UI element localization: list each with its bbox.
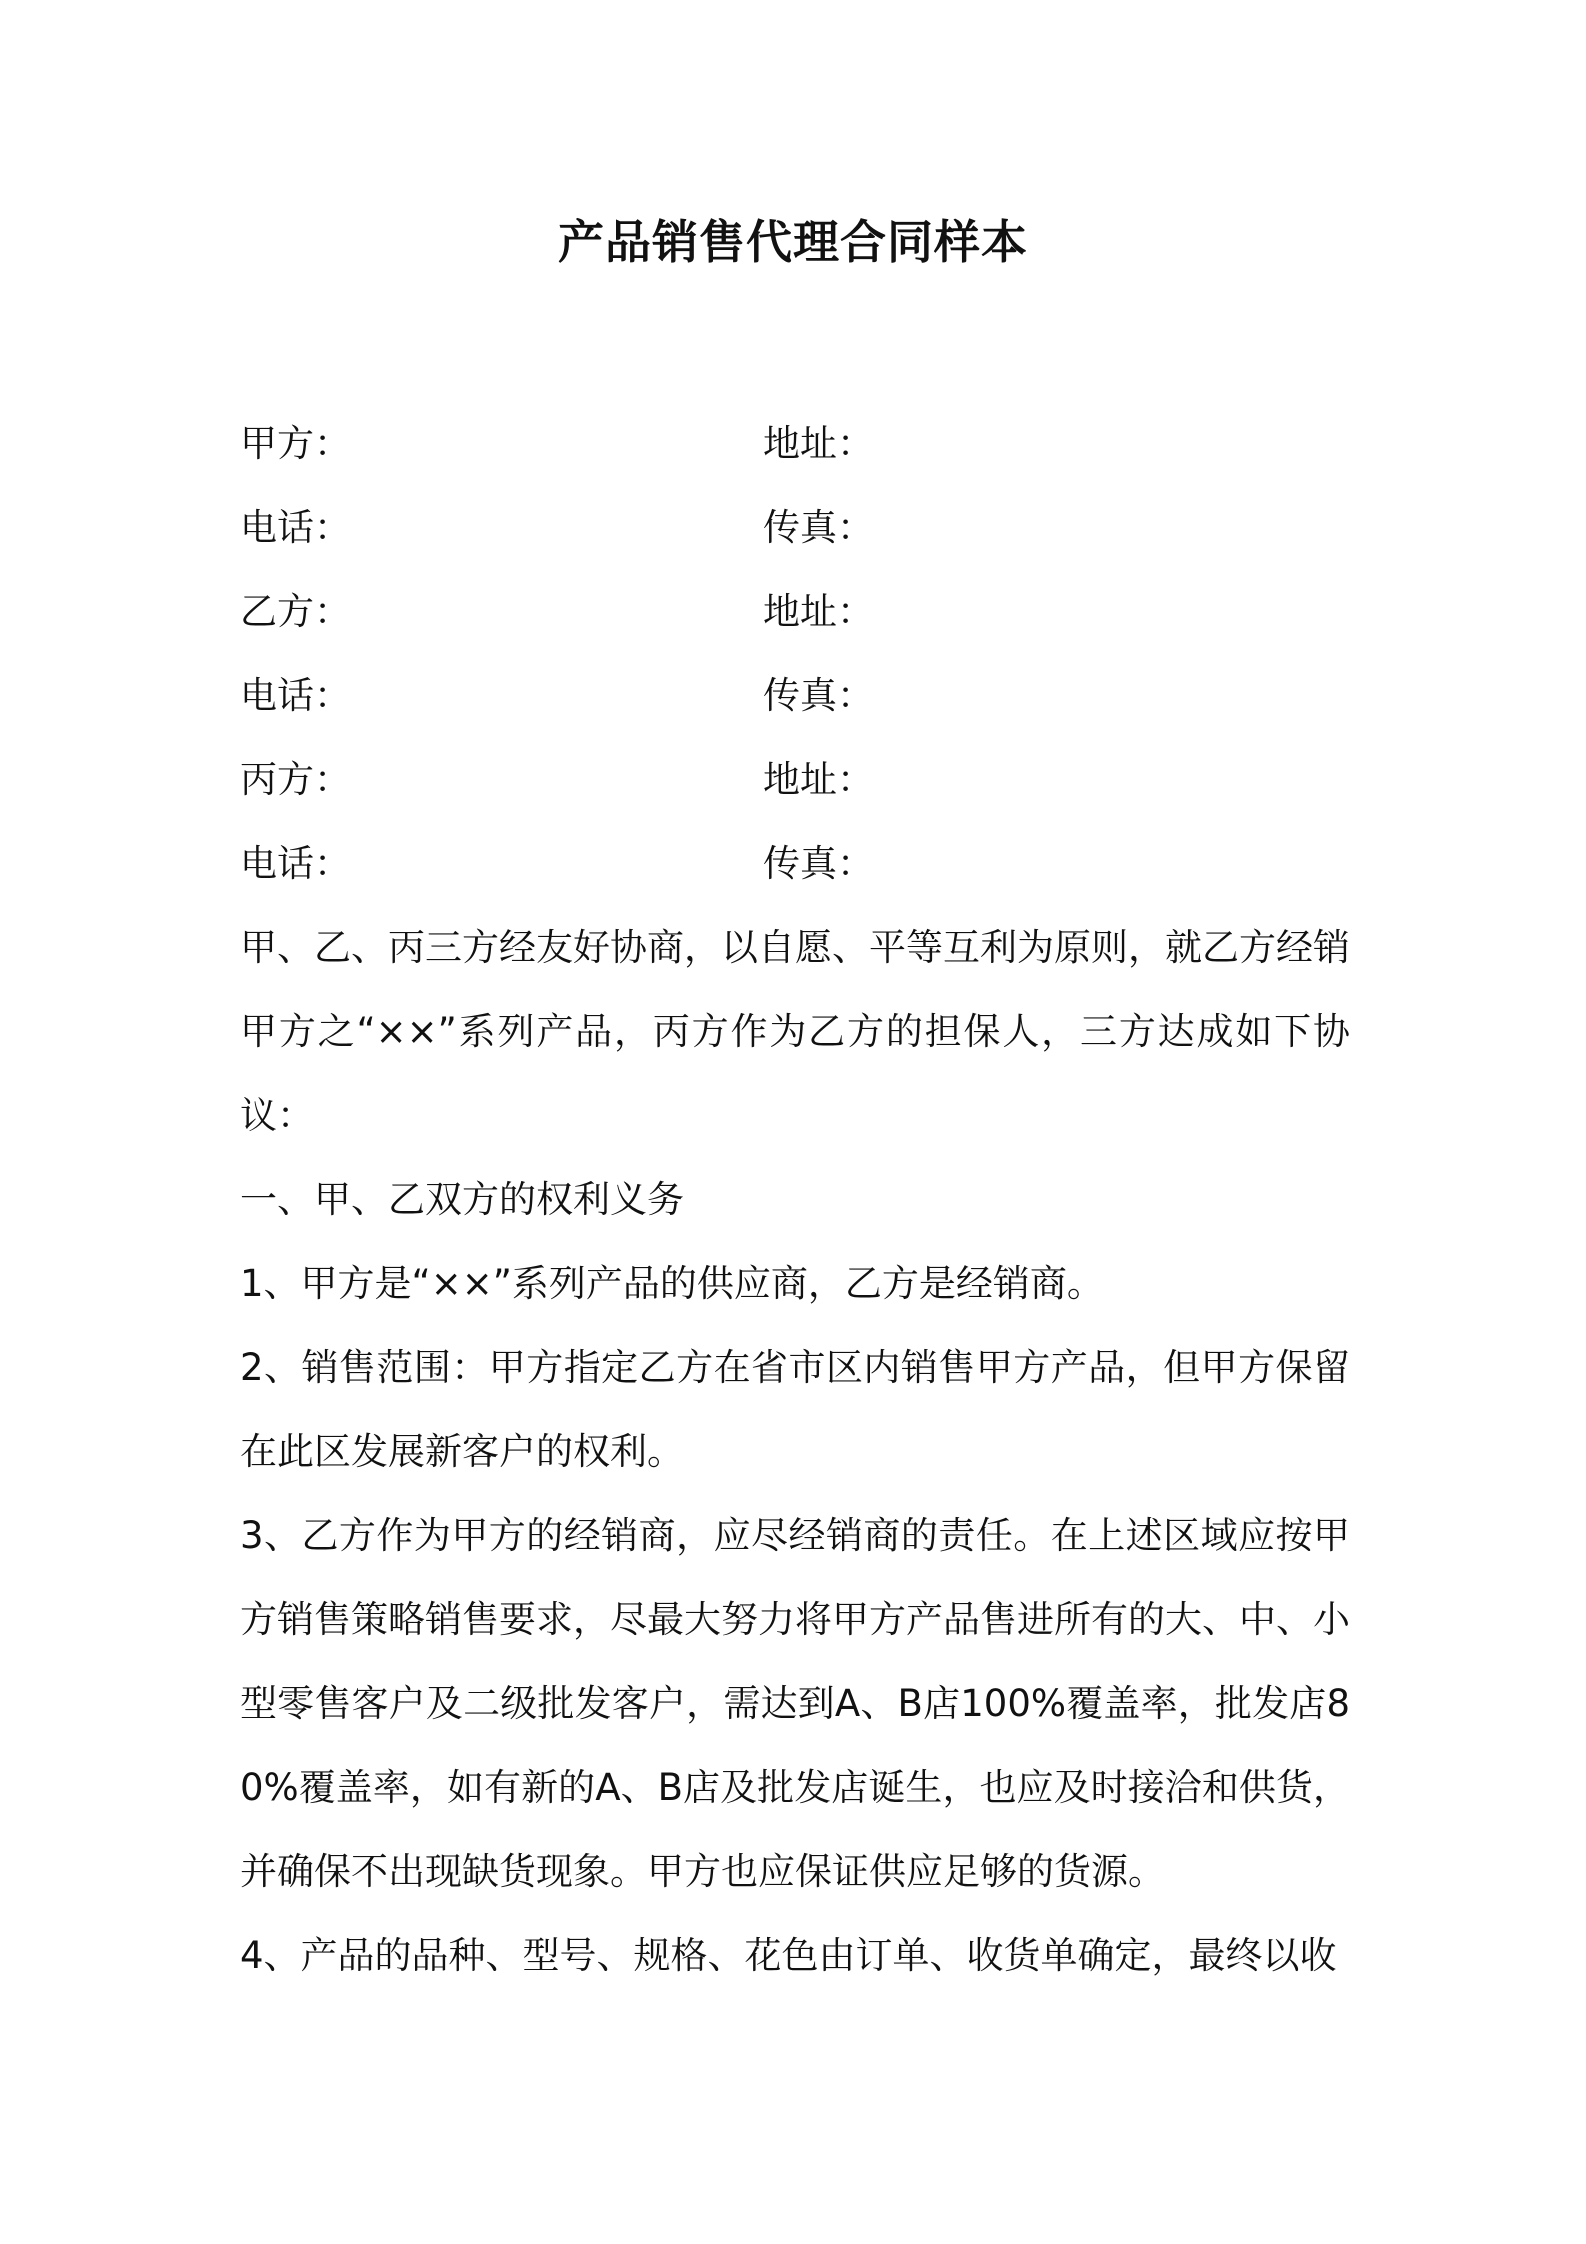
document-body bbox=[240, 402, 1350, 1998]
section-heading: 一、甲、乙双方的权利义务 bbox=[240, 1178, 684, 1221]
party-c-phone-label: 电话： bbox=[240, 842, 351, 885]
party-row bbox=[240, 738, 1350, 822]
party-row bbox=[240, 654, 1350, 738]
party-c-address-label: 地址： bbox=[763, 758, 874, 801]
clause-4: 4、产品的品种、型号、规格、花色由订单、收货单确定，最终以收 bbox=[240, 1934, 1337, 1977]
party-row bbox=[240, 486, 1350, 570]
party-b-address-label: 地址： bbox=[763, 590, 874, 633]
party-a-fax-label: 传真： bbox=[763, 506, 874, 549]
clause-1: 1、甲方是“××”系列产品的供应商，乙方是经销商。 bbox=[240, 1262, 1104, 1305]
party-a-phone-label: 电话： bbox=[240, 506, 351, 549]
document-title: 产品销售代理合同样本 bbox=[558, 215, 1028, 269]
party-b-label: 乙方： bbox=[240, 590, 351, 633]
intro-paragraph: 甲、乙、丙三方经友好协商，以自愿、平等互利为原则，就乙方经销甲方之“××”系列产品，丙方作为乙方的担保人，三方达成如下协议： bbox=[240, 926, 1350, 1137]
party-a-address-label: 地址： bbox=[763, 422, 874, 465]
party-row bbox=[240, 570, 1350, 654]
party-b-fax-label: 传真： bbox=[763, 674, 874, 717]
party-c-fax-label: 传真： bbox=[763, 842, 874, 885]
party-b-phone-label: 电话： bbox=[240, 674, 351, 717]
party-row bbox=[240, 822, 1350, 906]
clause-3: 3、乙方作为甲方的经销商，应尽经销商的责任。在上述区域应按甲方销售策略销售要求，尽最大努力将甲方产品售进所有的大、中、小型零售客户及二级批发客户，需达到A、B店100%覆盖率，批发店80%覆盖率，如有新的A、B店及批发店诞生，也应及时接洽和供货，并确保不出现缺货现象。甲方也应保证供应足够的货源。 bbox=[240, 1514, 1350, 1893]
clause-2: 2、销售范围：甲方指定乙方在省市区内销售甲方产品，但甲方保留在此区发展新客户的权利。 bbox=[240, 1346, 1350, 1473]
party-c-label: 丙方： bbox=[240, 758, 351, 801]
party-row bbox=[240, 402, 1350, 486]
party-a-label: 甲方： bbox=[240, 422, 351, 465]
party-info-block bbox=[240, 402, 1350, 906]
